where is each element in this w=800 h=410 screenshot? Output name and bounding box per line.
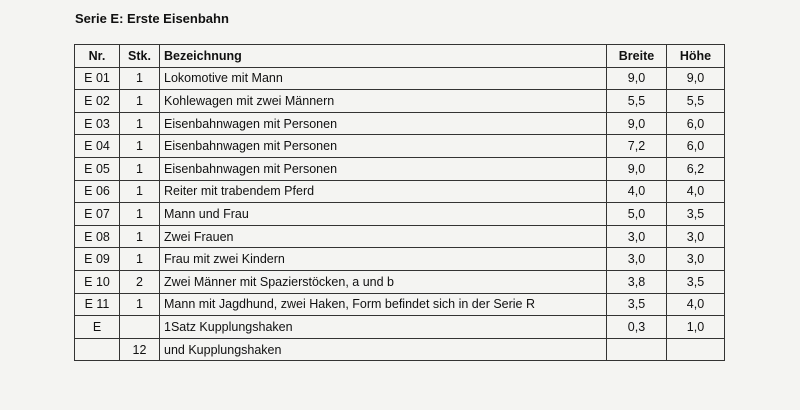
cell-nr: E 08: [75, 225, 120, 248]
cell-width: 3,0: [607, 248, 667, 271]
page-title: Serie E: Erste Eisenbahn: [75, 11, 229, 26]
cell-height: [667, 338, 725, 361]
cell-qty: 1: [120, 67, 160, 90]
cell-qty: 1: [120, 157, 160, 180]
cell-height: 3,0: [667, 248, 725, 271]
cell-width: 0,3: [607, 316, 667, 339]
table-body: [75, 67, 725, 361]
table-header-row: [75, 45, 725, 68]
table-row: [75, 293, 725, 316]
cell-name: Lokomotive mit Mann: [160, 67, 607, 90]
cell-name: und Kupplungshaken: [160, 338, 607, 361]
table-row: [75, 112, 725, 135]
cell-qty: 1: [120, 90, 160, 113]
header-name: Bezeichnung: [160, 45, 607, 68]
cell-height: 1,0: [667, 316, 725, 339]
cell-qty: 1: [120, 293, 160, 316]
cell-nr: [75, 338, 120, 361]
cell-name: Frau mit zwei Kindern: [160, 248, 607, 271]
cell-width: 5,5: [607, 90, 667, 113]
cell-height: 6,0: [667, 135, 725, 158]
cell-height: 3,5: [667, 203, 725, 226]
table-row: [75, 248, 725, 271]
table-row: [75, 316, 725, 339]
header-width: Breite: [607, 45, 667, 68]
cell-name: Eisenbahnwagen mit Personen: [160, 157, 607, 180]
cell-nr: E 01: [75, 67, 120, 90]
cell-name: Mann und Frau: [160, 203, 607, 226]
cell-width: 4,0: [607, 180, 667, 203]
table-row: [75, 180, 725, 203]
cell-qty: 1: [120, 112, 160, 135]
cell-nr: E 09: [75, 248, 120, 271]
cell-qty: 12: [120, 338, 160, 361]
cell-height: 3,0: [667, 225, 725, 248]
cell-width: 9,0: [607, 157, 667, 180]
cell-height: 9,0: [667, 67, 725, 90]
cell-height: 4,0: [667, 293, 725, 316]
cell-width: 9,0: [607, 112, 667, 135]
table-row: [75, 135, 725, 158]
table-row: [75, 270, 725, 293]
table-row: [75, 338, 725, 361]
header-qty: Stk.: [120, 45, 160, 68]
cell-name: Reiter mit trabendem Pferd: [160, 180, 607, 203]
cell-height: 4,0: [667, 180, 725, 203]
cell-nr: E 10: [75, 270, 120, 293]
cell-height: 6,0: [667, 112, 725, 135]
cell-height: 3,5: [667, 270, 725, 293]
cell-qty: 2: [120, 270, 160, 293]
cell-name: Mann mit Jagdhund, zwei Haken, Form befindet sich in der Serie R: [160, 293, 607, 316]
cell-nr: E 02: [75, 90, 120, 113]
cell-width: 3,0: [607, 225, 667, 248]
table-row: [75, 90, 725, 113]
cell-height: 6,2: [667, 157, 725, 180]
cell-name: Zwei Männer mit Spazierstöcken, a und b: [160, 270, 607, 293]
header-height: Höhe: [667, 45, 725, 68]
cell-qty: 1: [120, 225, 160, 248]
cell-width: 3,5: [607, 293, 667, 316]
table-row: [75, 203, 725, 226]
table-row: [75, 157, 725, 180]
cell-name: Eisenbahnwagen mit Personen: [160, 135, 607, 158]
cell-name: 1Satz Kupplungshaken: [160, 316, 607, 339]
parts-table: [74, 44, 725, 361]
cell-nr: E 03: [75, 112, 120, 135]
cell-width: 7,2: [607, 135, 667, 158]
cell-nr: E 06: [75, 180, 120, 203]
cell-name: Kohlewagen mit zwei Männern: [160, 90, 607, 113]
cell-nr: E 07: [75, 203, 120, 226]
cell-width: 9,0: [607, 67, 667, 90]
cell-width: [607, 338, 667, 361]
cell-qty: 1: [120, 203, 160, 226]
cell-height: 5,5: [667, 90, 725, 113]
cell-name: Eisenbahnwagen mit Personen: [160, 112, 607, 135]
cell-nr: E 05: [75, 157, 120, 180]
table-row: [75, 225, 725, 248]
table-row: [75, 67, 725, 90]
cell-nr: E 04: [75, 135, 120, 158]
cell-nr: E: [75, 316, 120, 339]
cell-qty: 1: [120, 180, 160, 203]
cell-width: 3,8: [607, 270, 667, 293]
cell-width: 5,0: [607, 203, 667, 226]
cell-name: Zwei Frauen: [160, 225, 607, 248]
cell-nr: E 11: [75, 293, 120, 316]
header-nr: Nr.: [75, 45, 120, 68]
cell-qty: 1: [120, 248, 160, 271]
cell-qty: [120, 316, 160, 339]
cell-qty: 1: [120, 135, 160, 158]
